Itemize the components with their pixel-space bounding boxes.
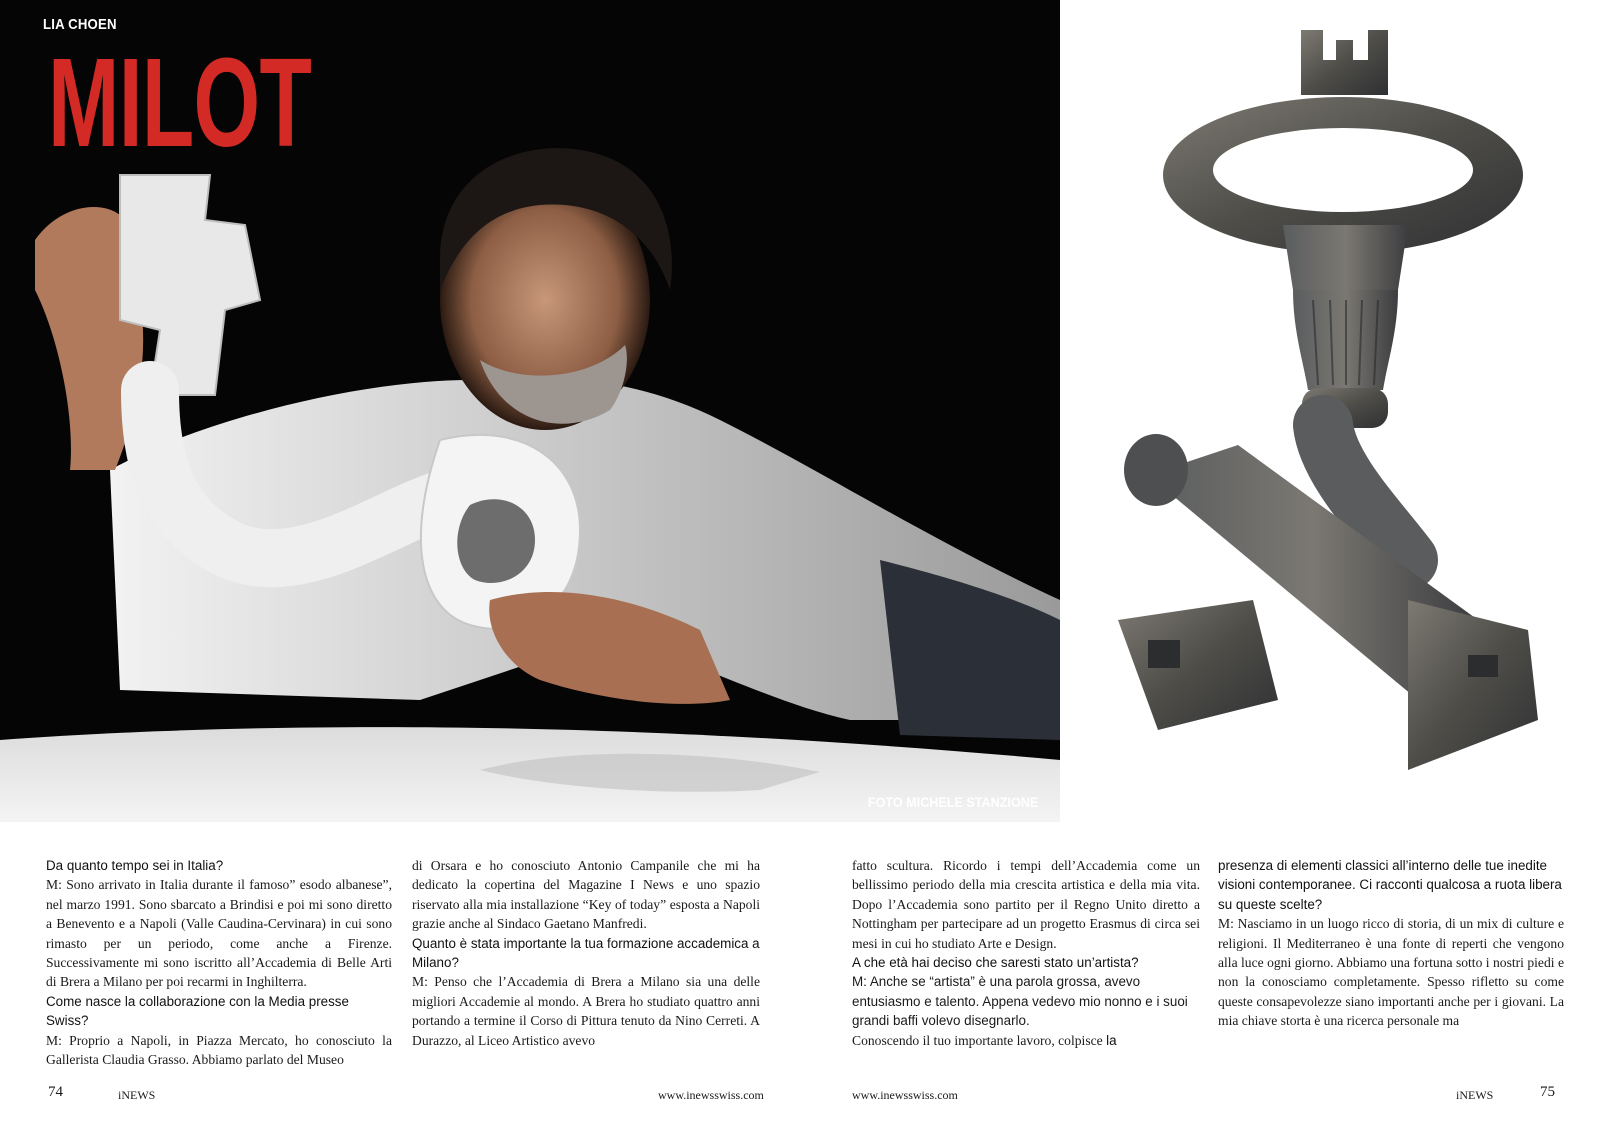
url-left: www.inewsswiss.com bbox=[658, 1088, 764, 1102]
url-right: www.inewsswiss.com bbox=[852, 1088, 958, 1102]
article-headline: MILOT bbox=[48, 32, 312, 173]
text-column-1 bbox=[46, 856, 392, 1069]
question-2: Come nasce la collaborazione con la Media presse Swiss? bbox=[46, 993, 349, 1029]
brand-left: iNEWS bbox=[118, 1088, 156, 1102]
photo-credit: FOTO MICHELE STANZIONE bbox=[867, 794, 1038, 810]
author-kicker: LIA CHOEN bbox=[43, 16, 117, 33]
text-column-4 bbox=[1218, 856, 1564, 1031]
question-3: Quanto è stata importante la tua formazione accademica a Milano? bbox=[412, 935, 760, 971]
question-5-start-bold: la bbox=[1106, 1032, 1117, 1048]
photo-bronze-twisted-key bbox=[1078, 0, 1600, 822]
question-4: A che età hai deciso che saresti stato un’artista? bbox=[852, 955, 1139, 971]
answer-2: M: Proprio a Napoli, in Piazza Mercato, ho conosciuto la Gallerista Claudia Grasso. Abbiamo parlato del Museo bbox=[46, 1032, 392, 1068]
brand-right: iNEWS bbox=[1456, 1088, 1494, 1102]
answer-3: M: Penso che l’Accademia di Brera a Milano sia una delle migliori Accademie al mondo. A Brera ho studiato quattro anni portando a termine il Corso di Pittura tenuto da Nino Cerreti. A Durazzo, al Liceo Artistico avevo bbox=[412, 974, 760, 1048]
answer-2-continued: di Orsara e ho conosciuto Antonio Campanile che mi ha dedicato la copertina del Magazine I News e uno spazio riservato alla mia installazione “Key of today” esposta a Napoli grazie anche al Sindaco Gaetano Manfredi. bbox=[412, 858, 760, 932]
page-number-right: 75 bbox=[1540, 1084, 1555, 1100]
text-column-3 bbox=[852, 856, 1200, 1050]
answer-1: M: Sono arrivato in Italia durante il famoso” esodo albanese”, nel marzo 1991. Sono sbarcato a Brindisi e poi mi sono diretto a Benevento e a Napoli (Valle Caudina-Cervinara) in cui sono rimasto per un periodo, come anche a Firenze. Successivamente mi sono iscritto all’Accademia di Belle Arti di Brera a Milano per poi recarmi in Inghilterra. bbox=[46, 877, 392, 990]
text-column-2 bbox=[412, 856, 760, 1050]
question-5-start bbox=[852, 1031, 1200, 1050]
answer-5: M: Nasciamo in un luogo ricco di storia, di un mix di culture e religioni. Il Mediterraneo è una fonte di reperti che vengono alla luce ogni giorno. Abbiamo una fortuna sotto i nostri piedi e non la conosciamo completamente. Spesso rifletto su come queste consapevolezze siano importanti anche per i giovani. La mia chiave storta è una ricerca personale ma bbox=[1218, 916, 1564, 1029]
page-number-left: 74 bbox=[48, 1084, 63, 1100]
answer-4: M: Anche se “artista” è una parola grossa, avevo entusiasmo e talento. Appena vedevo mio nonno e i suoi grandi baffi volevo disegnarlo. bbox=[852, 974, 1188, 1029]
question-5-continued: presenza di elementi classici all’interno delle tue inedite visioni contemporanee. Ci racconti qualcosa a ruota libera su queste scelte? bbox=[1218, 858, 1562, 912]
photo-artist-with-key-sculpture bbox=[0, 0, 1060, 822]
answer-3-continued: fatto scultura. Ricordo i tempi dell’Accademia come un bellissimo periodo della mia crescita artistica e della mia vita. Dopo l’Accademia sono partito per il Regno Unito diretto a Nottingham per partecipare ad un progetto Erasmus di circa sei mesi in cui ho studiato Arte e Design. bbox=[852, 858, 1200, 951]
question-1: Da quanto tempo sei in Italia? bbox=[46, 858, 224, 873]
question-5-start-text: Conoscendo il tuo importante lavoro, colpisce bbox=[852, 1032, 1103, 1048]
key-illustration bbox=[1078, 0, 1600, 822]
